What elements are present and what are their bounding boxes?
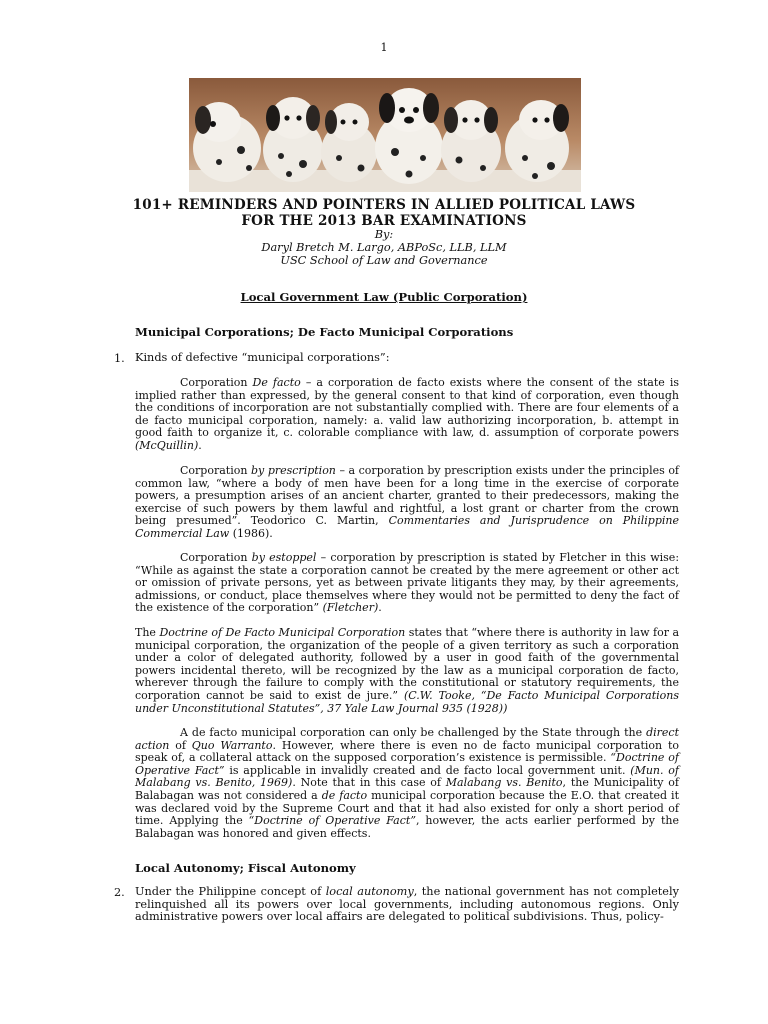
- defacto-term: De facto: [252, 376, 301, 389]
- item-1-text: Kinds of defective “municipal corporations”:: [135, 351, 390, 364]
- estoppel-lead: Corporation: [180, 551, 252, 564]
- byline: [0, 228, 768, 267]
- item-1-number: 1.: [114, 352, 125, 365]
- title-line-1: 101+ REMINDERS AND POINTERS IN ALLIED POLITICAL LAWS: [132, 197, 636, 213]
- doctrine-lead: The: [135, 626, 160, 639]
- item-2-number: 2.: [114, 886, 125, 899]
- paragraph-corporation-by-prescription: [135, 465, 679, 541]
- challenge-text-4: is applicable in invalidly created and de facto local government unit.: [224, 763, 631, 777]
- challenge-text-8: , however, the acts earlier performed by the Balabagan was honored and given effects.: [135, 814, 679, 840]
- prescription-lead: Corporation: [180, 464, 251, 477]
- item-2-italic-1: local autonomy: [325, 885, 414, 898]
- defacto-end: .: [198, 438, 202, 452]
- estoppel-end: .: [378, 601, 382, 615]
- paragraph-corporation-by-estoppel: [135, 552, 679, 615]
- doctrine-term: Doctrine of De Facto Municipal Corporation: [159, 626, 406, 639]
- dalmatian-puppies-photo: [189, 78, 581, 192]
- byline-school: USC School of Law and Governance: [280, 254, 488, 267]
- estoppel-cite: (Fletcher): [322, 601, 379, 615]
- challenge-italic-2: Quo Warranto: [191, 738, 273, 752]
- estoppel-term: by estoppel: [251, 551, 317, 564]
- challenge-italic-6: de facto: [321, 788, 368, 802]
- challenge-text-2: of: [169, 738, 192, 752]
- prescription-end: (1986).: [229, 526, 273, 540]
- challenge-text-7: municipal corporation because the E.O. that created it was declared void by the Supreme Court and that it had also existed for only a short period of time. Applying the: [135, 788, 679, 828]
- challenge-text-3: . However, where there is even no de facto municipal corporation to speak of, a collateral attack on the supposed corporation’s existence is permissible.: [135, 738, 679, 765]
- page-number: 1: [380, 41, 388, 54]
- doctrine-body: states that “where there is authority in law for a municipal corporation, the organization of the people of a given territory as such a corporation under a color of delegated authority, followed by a user in good faith of the governmental powers incidental thereto, will be recognized by the law as a municipal corporation de facto, wherever through the failure to comply with the constitutional or statutory requirements, the corporation cannot be said to exist de jure.”: [135, 626, 680, 702]
- prescription-body: – a corporation by prescription exists under the principles of common law, “where a body of men have been for a long time in the exercise of corporate powers, a presumption arises of an ancient charter, granted to their predecessors, making the exercise of such powers by them lawful and rightful, a lost grant or charter from the crown being presumed”. Teodorico C. Martin,: [135, 464, 680, 528]
- defacto-cite: (McQuillin): [135, 438, 199, 452]
- doctrine-cite: (C.W. Tooke, “De Facto Municipal Corporations under Unconstitutional Statutes”, 37 Yale Law Journal 935 (1928)): [135, 688, 679, 715]
- challenge-text-5: . Note that in this case of: [292, 776, 446, 790]
- item-2-text: [135, 886, 679, 924]
- defacto-body: – a corporation de facto exists where the consent of the state is implied rather than expressed, by the general consent to that kind of corporation, even though the conditions of incorporation are not substantially complied with. There are four elements of a de facto municipal corporation, namely: a. valid law authorizing incorporation, b. attempt in good faith to organize it, c. colorable compliance with law, d. assumption of corporate powers: [135, 376, 679, 440]
- byline-author: Daryl Bretch M. Largo, ABPoSc, LLB, LLM: [261, 241, 507, 254]
- challenge-text-6: , the Municipality of Balabagan was not considered a: [135, 776, 679, 802]
- estoppel-body: – corporation by prescription is stated by Fletcher in this wise: “While as against the state a corporation cannot be created by the mere agreement or other act or omission of private persons, yet as between private litigants they may, by their agreements, admissions, or conduct, place themselves where they would not be permitted to deny the fact of the existence of the corporation”: [135, 551, 680, 615]
- subheading-local-autonomy: Local Autonomy; Fiscal Autonomy: [135, 861, 356, 875]
- paragraph-challenge-quo-warranto: [135, 727, 679, 840]
- item-2-text-2: , the national government has not completely relinquished all its powers over local governments, including autonomous regions. Only administrative powers over local affairs are delegated to political subdivisions. Thus, policy-: [135, 885, 679, 924]
- challenge-italic-7: “Doctrine of Operative Fact”: [248, 814, 416, 828]
- paragraph-doctrine-de-facto: [135, 627, 679, 715]
- defacto-lead: Corporation: [180, 376, 253, 389]
- document-title: [0, 197, 768, 229]
- section-title: Local Government Law (Public Corporation): [240, 290, 528, 304]
- challenge-italic-3: “Doctrine of Operative Fact”: [135, 751, 679, 777]
- challenge-italic-1: direct action: [135, 726, 679, 752]
- prescription-cite: Commentaries and Jurisprudence on Philippine Commercial Law: [135, 514, 680, 540]
- prescription-term: by prescription: [251, 464, 336, 477]
- paragraph-corporation-de-facto: [135, 377, 679, 453]
- item-2-text-1: Under the Philippine concept of: [135, 885, 326, 898]
- challenge-italic-4: (Mun. of Malabang vs. Benito, 1969): [135, 763, 680, 790]
- subheading-municipal-corporations: Municipal Corporations; De Facto Municipal Corporations: [135, 325, 514, 339]
- title-line-2: FOR THE 2013 BAR EXAMINATIONS: [241, 213, 527, 229]
- challenge-text-1: A de facto municipal corporation can only be challenged by the State through the: [180, 726, 647, 739]
- puppies-illustration: [189, 78, 581, 192]
- challenge-italic-5: Malabang vs. Benito: [445, 776, 563, 790]
- byline-by: By:: [374, 228, 394, 241]
